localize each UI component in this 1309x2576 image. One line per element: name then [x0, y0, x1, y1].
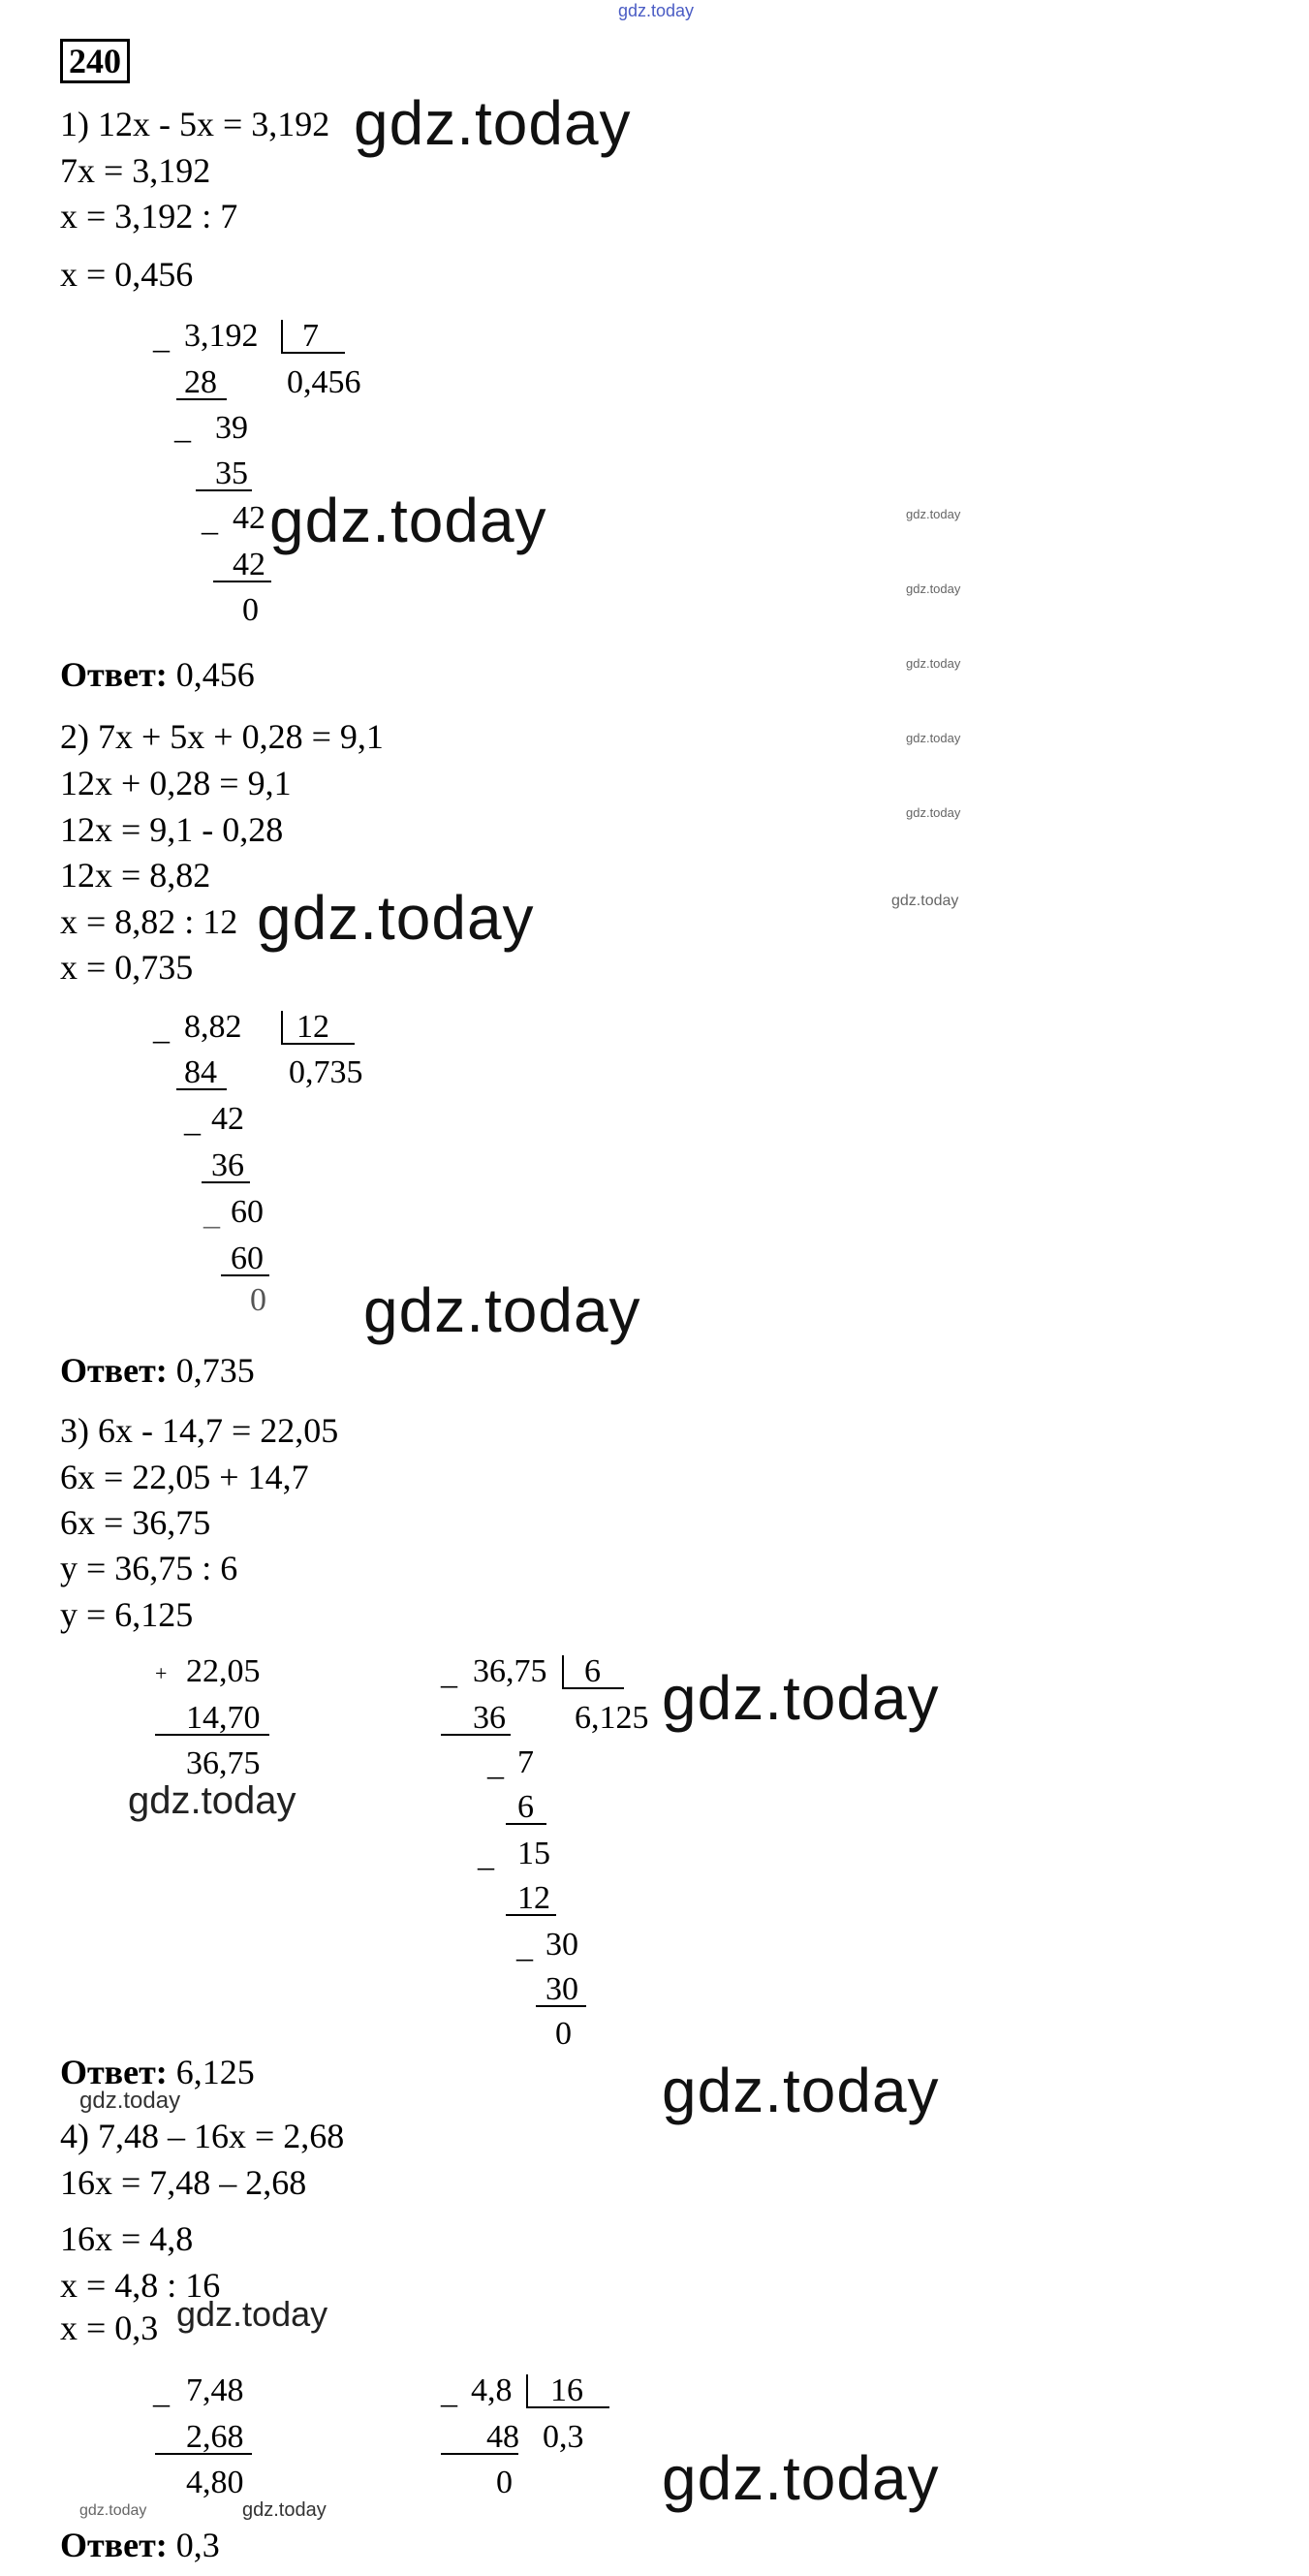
- minus-sign: _: [174, 410, 191, 446]
- underline: [441, 1734, 511, 1736]
- watermark-small: gdz.today: [79, 2502, 147, 2519]
- task2-line3: 12x = 9,1 - 0,28: [60, 810, 284, 849]
- div3-step: 0: [555, 2016, 572, 2052]
- div1-dividend: 3,192: [184, 318, 259, 354]
- add-b: 14,70: [186, 1700, 261, 1736]
- div3-step: 15: [517, 1836, 550, 1871]
- div3-quotient: 6,125: [575, 1700, 649, 1736]
- division-bracket: [281, 1011, 283, 1044]
- div1-step: 42: [233, 547, 265, 582]
- underline: [202, 1181, 250, 1183]
- add-sum: 36,75: [186, 1745, 261, 1781]
- underline: [155, 1734, 269, 1736]
- division-bracket: [562, 1655, 564, 1688]
- watermark: gdz.today: [79, 2088, 181, 2114]
- task3-line1: 3) 6x - 14,7 = 22,05: [60, 1411, 339, 1450]
- div4-step: 0: [496, 2465, 513, 2500]
- underline: [176, 398, 227, 400]
- underline: [213, 581, 271, 582]
- task2-line2: 12x + 0,28 = 9,1: [60, 764, 292, 802]
- div4-dividend: 4,8: [471, 2372, 513, 2408]
- add-a: 22,05: [186, 1653, 261, 1689]
- watermark: gdz.today: [363, 1275, 641, 1345]
- minus-sign: _: [203, 1196, 220, 1232]
- div3-step: 12: [517, 1880, 550, 1916]
- answer-value: 0,3: [175, 2526, 220, 2564]
- underline: [196, 489, 252, 491]
- div1-step: 42: [233, 500, 265, 536]
- watermark: gdz.today: [662, 2443, 940, 2513]
- underline: [506, 1823, 546, 1825]
- minus-sign: _: [487, 1746, 504, 1782]
- div3-step: 36: [473, 1700, 506, 1736]
- plus-sign: +: [155, 1661, 168, 1685]
- watermark: gdz.today: [257, 883, 535, 953]
- division-bracket: [281, 320, 283, 353]
- division-bracket: [526, 2374, 528, 2407]
- div2-step: 42: [211, 1101, 244, 1137]
- answer-value: 0,456: [175, 655, 255, 694]
- minus-sign: _: [153, 320, 170, 356]
- task4-line5: x = 0,3: [60, 2309, 159, 2347]
- div2-step: 0: [250, 1282, 266, 1318]
- watermark-small: gdz.today: [906, 507, 961, 521]
- task4-line3: 16x = 4,8: [60, 2219, 194, 2258]
- task4-line4: x = 4,8 : 16: [60, 2266, 221, 2305]
- underline: [536, 2005, 586, 2007]
- watermark: gdz.today: [662, 2056, 940, 2125]
- task3-line4: y = 36,75 : 6: [60, 1549, 238, 1587]
- div1-divisor: 7: [302, 318, 319, 354]
- sub-result: 4,80: [186, 2465, 244, 2500]
- task3-line2: 6x = 22,05 + 14,7: [60, 1458, 309, 1496]
- div3-divisor: 6: [584, 1653, 601, 1689]
- div1-step: 28: [184, 364, 217, 400]
- minus-sign: _: [153, 1011, 170, 1047]
- minus-sign: _: [441, 1655, 457, 1691]
- minus-sign: _: [516, 1929, 533, 1964]
- div3-step: 7: [517, 1744, 534, 1780]
- underline: [506, 1914, 556, 1916]
- div1-quotient: 0,456: [287, 364, 361, 400]
- task1-line2: 7x = 3,192: [60, 151, 211, 190]
- minus-sign: _: [153, 2374, 170, 2410]
- div2-step: 36: [211, 1147, 244, 1183]
- watermark-small: gdz.today: [891, 893, 959, 909]
- answer-label: Ответ:: [60, 2526, 168, 2564]
- task3-line5: y = 6,125: [60, 1595, 194, 1634]
- div4-divisor: 16: [550, 2372, 583, 2408]
- div3-step: 30: [545, 1971, 578, 2007]
- watermark: gdz.today: [662, 1663, 940, 1733]
- div1-step: 35: [215, 456, 248, 491]
- task1-line1: 1) 12x - 5x = 3,192: [60, 105, 330, 143]
- underline: [176, 1088, 227, 1090]
- div2-step: 84: [184, 1054, 217, 1090]
- task2-line6: x = 0,735: [60, 948, 194, 987]
- watermark-top: gdz.today: [618, 1, 695, 20]
- task2-line1: 2) 7x + 5x + 0,28 = 9,1: [60, 717, 384, 756]
- div4-quotient: 0,3: [543, 2419, 584, 2455]
- div3-dividend: 36,75: [473, 1653, 547, 1689]
- minus-sign: _: [202, 502, 218, 538]
- answer-label: Ответ:: [60, 2053, 168, 2091]
- watermark-small: gdz.today: [906, 805, 961, 820]
- watermark-small: gdz.today: [906, 731, 961, 745]
- watermark: gdz.today: [176, 2294, 328, 2334]
- underline: [155, 2453, 252, 2455]
- sub-b: 2,68: [186, 2419, 244, 2455]
- answer-label: Ответ:: [60, 1351, 168, 1390]
- minus-sign: _: [184, 1103, 201, 1139]
- div4-step: 48: [486, 2419, 519, 2455]
- watermark: gdz.today: [354, 88, 632, 158]
- task4-line2: 16x = 7,48 – 2,68: [60, 2163, 307, 2202]
- task1-line3: x = 3,192 : 7: [60, 197, 238, 236]
- watermark-small: gdz.today: [906, 656, 961, 671]
- task2-line4: 12x = 8,82: [60, 856, 211, 895]
- watermark: gdz.today: [269, 486, 547, 555]
- answer-value: 0,735: [175, 1351, 255, 1390]
- exercise-number: 240: [60, 39, 130, 83]
- div2-step: 60: [231, 1241, 264, 1276]
- underline: [441, 2453, 518, 2455]
- underline: [221, 1274, 269, 1276]
- div2-divisor: 12: [296, 1009, 329, 1045]
- answer-value: 6,125: [175, 2053, 255, 2091]
- minus-sign: _: [478, 1838, 494, 1873]
- div3-step: 30: [545, 1927, 578, 1963]
- answer-label: Ответ:: [60, 655, 168, 694]
- div2-dividend: 8,82: [184, 1009, 242, 1045]
- task1-line4: x = 0,456: [60, 255, 194, 294]
- task3-line3: 6x = 36,75: [60, 1503, 211, 1542]
- watermark-small: gdz.today: [906, 581, 961, 596]
- watermark: gdz.today: [242, 2499, 327, 2521]
- div1-step: 39: [215, 410, 248, 446]
- task2-line5: x = 8,82 : 12: [60, 902, 238, 941]
- div1-step: 0: [242, 592, 259, 628]
- sub-a: 7,48: [186, 2372, 244, 2408]
- div2-quotient: 0,735: [289, 1054, 363, 1090]
- minus-sign: _: [441, 2374, 457, 2410]
- watermark: gdz.today: [128, 1779, 296, 1822]
- div3-step: 6: [517, 1789, 534, 1825]
- div2-step: 60: [231, 1194, 264, 1230]
- task4-line1: 4) 7,48 – 16x = 2,68: [60, 2117, 345, 2155]
